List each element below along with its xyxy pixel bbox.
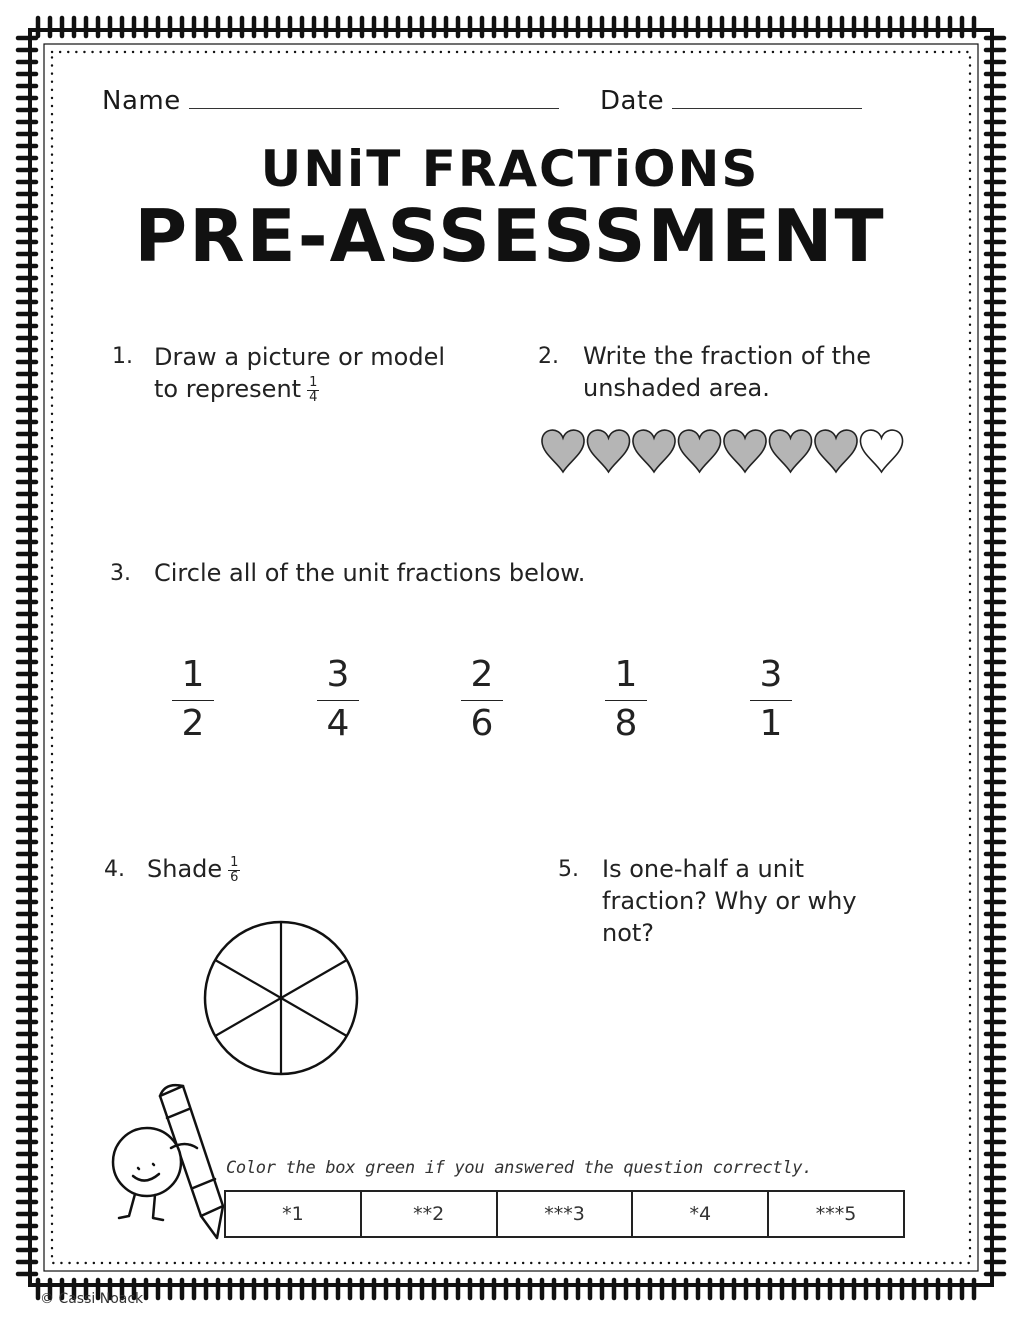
date-label: Date <box>600 86 665 116</box>
shaded-heart-icon <box>587 430 629 472</box>
shaded-heart-icon <box>678 430 720 472</box>
q3-fraction-option[interactable] <box>605 654 647 745</box>
score-box-3[interactable]: ***3 <box>497 1191 633 1237</box>
score-instruction: Color the box green if you answered the question correctly. <box>226 1158 813 1178</box>
q2-line2: unshaded area. <box>583 374 770 402</box>
fraction-denominator: 6 <box>470 703 494 744</box>
worksheet-subtitle: PRE-ASSESSMENT <box>134 194 886 278</box>
score-box-2[interactable]: **2 <box>361 1191 497 1237</box>
q3-fraction-option[interactable] <box>172 654 214 745</box>
fraction-numerator: 3 <box>750 654 792 701</box>
q1-frac-num: 1 <box>309 374 318 390</box>
hearts-row <box>536 424 916 476</box>
fraction-numerator: 1 <box>172 654 214 701</box>
unshaded-heart-icon <box>860 430 902 472</box>
q3-fraction-option[interactable] <box>750 654 792 745</box>
q1-line2 <box>154 373 445 405</box>
fraction-denominator: 8 <box>614 703 638 744</box>
q3-number: 3. <box>110 561 131 586</box>
fraction-numerator: 2 <box>461 654 503 701</box>
score-box-1[interactable]: *1 <box>225 1191 361 1237</box>
name-label: Name <box>102 86 181 116</box>
q5-line1: Is one-half a unit <box>602 855 805 883</box>
fraction-denominator: 1 <box>759 703 783 744</box>
q5-line3: not? <box>602 919 655 947</box>
shaded-heart-icon <box>815 430 857 472</box>
q1-line2-text: to represent <box>154 375 302 403</box>
crayon-mascot-icon <box>105 1078 235 1243</box>
q5-number: 5. <box>558 857 579 882</box>
score-box-4[interactable]: *4 <box>632 1191 768 1237</box>
worksheet-title: UNiT FRACTiONS <box>260 140 760 198</box>
date-line[interactable] <box>672 108 862 109</box>
shaded-heart-icon <box>769 430 811 472</box>
fraction-numerator: 3 <box>317 654 359 701</box>
fraction-circle[interactable] <box>200 917 362 1079</box>
fraction-denominator: 4 <box>326 703 350 744</box>
q4-text <box>147 853 240 885</box>
shaded-heart-icon <box>633 430 675 472</box>
name-line[interactable] <box>189 108 559 109</box>
copyright: © Cassi Noack <box>40 1291 144 1307</box>
q1-fraction <box>307 376 319 405</box>
q1-line1: Draw a picture or model <box>154 343 446 371</box>
score-table <box>224 1190 905 1238</box>
q5-line2: fraction? Why or why <box>602 887 857 915</box>
fraction-numerator: 1 <box>605 654 647 701</box>
q4-fraction <box>228 856 240 885</box>
q5-text <box>602 853 857 949</box>
q3-fraction-option[interactable] <box>317 654 359 745</box>
score-box-5[interactable]: ***5 <box>768 1191 904 1237</box>
date-field[interactable] <box>600 86 862 116</box>
name-field[interactable] <box>102 86 559 116</box>
shaded-heart-icon <box>724 430 766 472</box>
q4-frac-den: 6 <box>230 869 239 885</box>
q4-number: 4. <box>104 857 125 882</box>
q2-text <box>583 340 871 404</box>
q2-line1: Write the fraction of the <box>583 342 871 370</box>
q3-text: Circle all of the unit fractions below. <box>154 559 586 587</box>
q1-number: 1. <box>112 344 133 369</box>
q4-frac-num: 1 <box>230 854 239 870</box>
fraction-denominator: 2 <box>181 703 205 744</box>
q1-frac-den: 4 <box>309 389 318 405</box>
q3-fraction-option[interactable] <box>461 654 503 745</box>
q4-label: Shade <box>147 855 223 883</box>
shaded-heart-icon <box>542 430 584 472</box>
score-row <box>225 1191 904 1237</box>
q2-number: 2. <box>538 344 559 369</box>
q1-text <box>154 341 445 405</box>
